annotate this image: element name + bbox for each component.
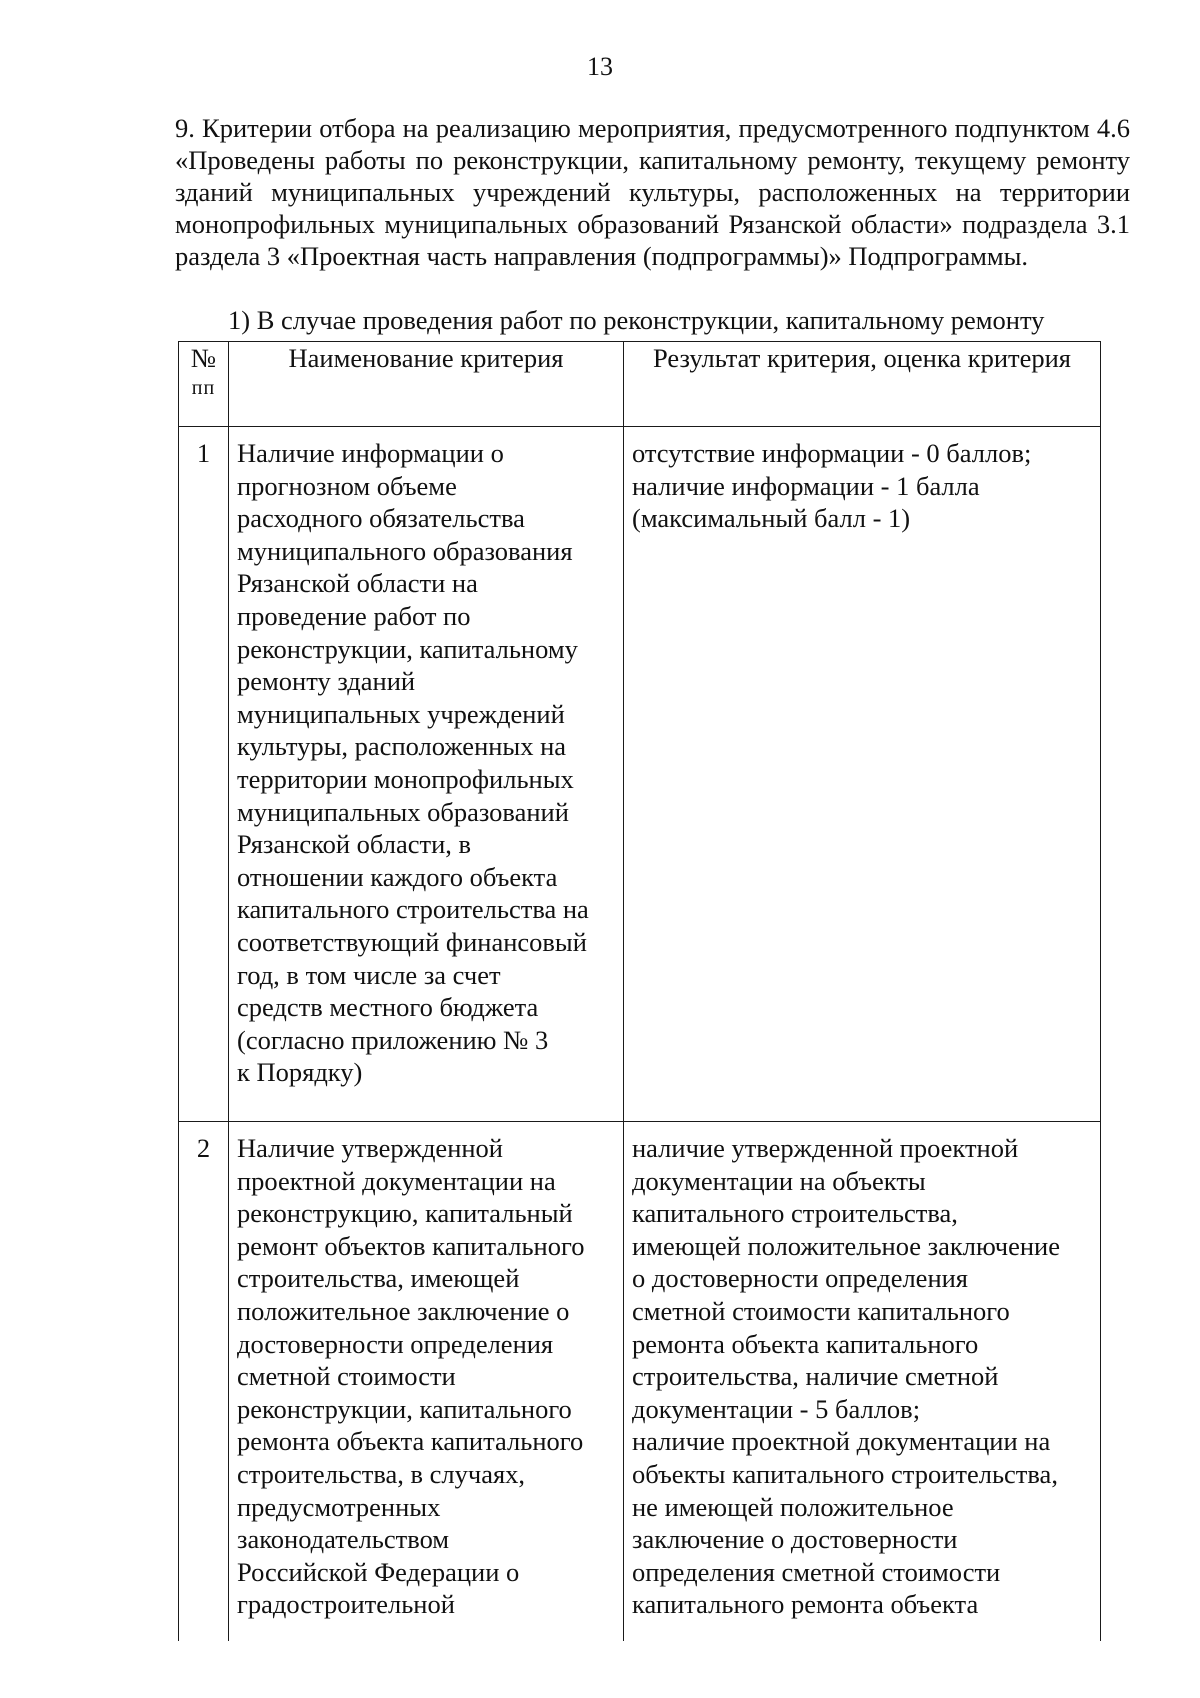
cell-text-line: достоверности определения <box>237 1328 554 1359</box>
cell-text-line: Рязанской области, в <box>237 829 472 860</box>
intro-paragraph: 9. Критерии отбора на реализацию мероприятия, предусмотренного подпунктом 4.6 «Проведены работы по реконструкции, капитальному ремонту, текущему ремонту зданий муниципальных учреждений культуры, расположенных на территории монопрофильных муниципальных образований Рязанской области» подраздела 3.1 раздела 3 «Проектная часть направления (подпрограммы)» Подпрограммы. <box>175 113 1130 271</box>
cell-text-line: Рязанской области на <box>237 568 478 599</box>
table-subtitle: 1) В случае проведения работ по реконструкции, капитальному ремонту <box>228 305 1045 335</box>
row-number: 2 <box>179 1122 229 1642</box>
cell-text-line: ремонту зданий <box>237 666 416 697</box>
cell-text-line: к Порядку) <box>237 1057 363 1088</box>
cell-text-line: соответствующий финансовый <box>237 926 587 957</box>
cell-text-line: расходного обязательства <box>237 503 525 534</box>
criterion-result-cell <box>624 1122 1101 1642</box>
table-row <box>179 1122 1101 1642</box>
criterion-name-cell <box>229 1122 624 1642</box>
table-header-row <box>179 342 1101 427</box>
cell-text-line: Наличие информации о <box>237 438 504 468</box>
cell-text-line: градостроительной <box>237 1589 455 1620</box>
cell-text-line: сметной стоимости капитального <box>632 1295 1010 1326</box>
cell-text-line: прогнозном объеме <box>237 470 457 501</box>
cell-text-line: о достоверности определения <box>632 1263 968 1294</box>
cell-text-line: муниципального образования <box>237 535 573 566</box>
cell-text-line: наличие проектной документации на <box>632 1426 1051 1457</box>
cell-text-line: муниципальных образований <box>237 796 569 827</box>
cell-text-line: положительное заключение о <box>237 1295 570 1326</box>
table-row <box>179 427 1101 1122</box>
cell-text-line: (максимальный балл - 1) <box>632 503 911 534</box>
cell-text-line: проектной документации на <box>237 1165 556 1196</box>
cell-text-line: определения сметной стоимости <box>632 1556 1001 1587</box>
cell-text-line: ремонт объектов капитального <box>237 1230 585 1261</box>
header-number <box>179 342 229 427</box>
row-number: 1 <box>179 427 229 1122</box>
criterion-result-cell <box>624 427 1101 1122</box>
header-number-pp: пп <box>191 377 216 399</box>
cell-text-line: отношении каждого объекта <box>237 861 558 892</box>
cell-text-line: сметной стоимости <box>237 1361 456 1392</box>
cell-text-line: предусмотренных <box>237 1491 441 1522</box>
cell-text-line: строительства, наличие сметной <box>632 1361 999 1392</box>
header-criterion-name: Наименование критерия <box>229 342 624 427</box>
cell-text-line: строительства, имеющей <box>237 1263 520 1294</box>
cell-text-line: документации - 5 баллов; <box>632 1393 921 1424</box>
cell-text-line: капитального ремонта объекта <box>632 1589 979 1620</box>
cell-text-line: реконструкцию, капитальный <box>237 1198 573 1229</box>
cell-text-line: муниципальных учреждений <box>237 698 565 729</box>
cell-text-line: Российской Федерации о <box>237 1556 520 1587</box>
cell-text-line: капитального строительства на <box>237 894 589 925</box>
cell-text-line: год, в том числе за счет <box>237 959 501 990</box>
cell-text-line: реконструкции, капитального <box>237 1393 572 1424</box>
table-body <box>179 427 1101 1642</box>
criteria-table <box>178 341 1101 1641</box>
criterion-name-cell <box>229 427 624 1122</box>
cell-text-line: законодательством <box>237 1524 450 1555</box>
cell-text-line: имеющей положительное заключение <box>632 1230 1060 1261</box>
cell-text-line: строительства, в случаях, <box>237 1458 526 1489</box>
cell-text-line: (согласно приложению № 3 <box>237 1024 549 1055</box>
cell-text-line: не имеющей положительное <box>632 1491 954 1522</box>
cell-text-line: проведение работ по <box>237 600 471 631</box>
header-criterion-result: Результат критерия, оценка критерия <box>624 342 1101 427</box>
page-number: 13 <box>587 52 613 81</box>
cell-text-line: заключение о достоверности <box>632 1524 958 1555</box>
header-number-sign: № <box>190 343 217 373</box>
cell-text-line: ремонта объекта капитального <box>632 1328 979 1359</box>
cell-text-line: отсутствие информации - 0 баллов; <box>632 438 1032 468</box>
cell-text-line: объекты капитального строительства, <box>632 1458 1058 1489</box>
cell-text-line: территории монопрофильных <box>237 763 574 794</box>
cell-text-line: наличие утвержденной проектной <box>632 1133 1019 1163</box>
cell-text-line: Наличие утвержденной <box>237 1133 503 1163</box>
cell-text-line: реконструкции, капитальному <box>237 633 578 664</box>
cell-text-line: ремонта объекта капитального <box>237 1426 584 1457</box>
cell-text-line: капитального строительства, <box>632 1198 958 1229</box>
cell-text-line: культуры, расположенных на <box>237 731 567 762</box>
cell-text-line: средств местного бюджета <box>237 992 539 1023</box>
cell-text-line: документации на объекты <box>632 1165 926 1196</box>
cell-text-line: наличие информации - 1 балла <box>632 470 980 501</box>
